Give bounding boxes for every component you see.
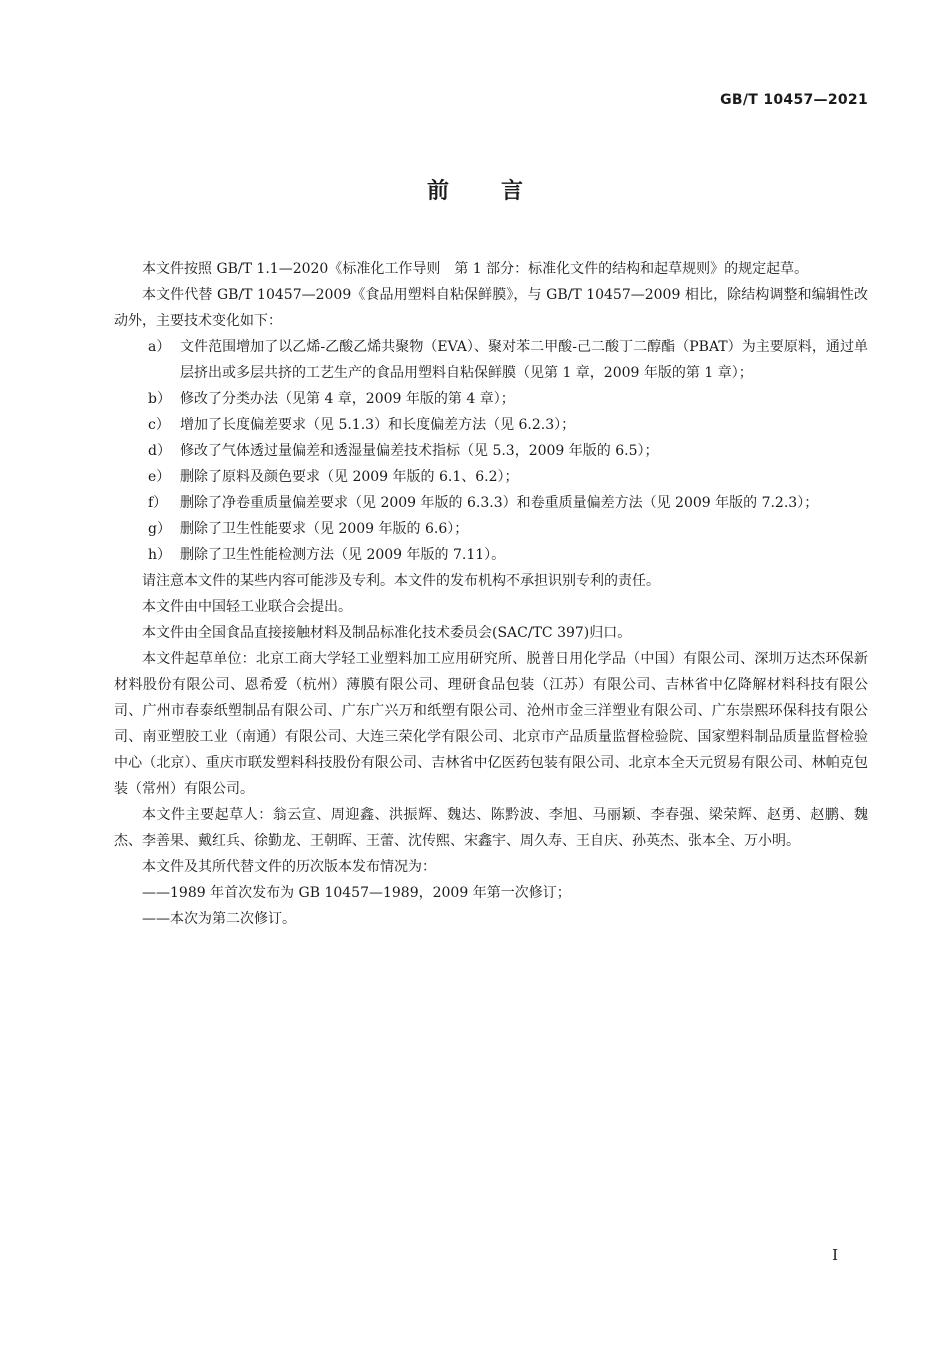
list-item-text: 删除了净卷重质量偏差要求（见 2009 年版的 6.3.3）和卷重质量偏差方法（见 2009 年版的 7.2.3）； [180,495,819,511]
proposed-by: 本文件由中国轻工业联合会提出。 [142,599,352,615]
list-item [114,412,868,438]
list-item-label: g） [148,521,171,537]
history-intro: 本文件及其所代替文件的历次版本发布情况为： [142,859,436,875]
list-item-label: f） [148,495,168,511]
standard-number: GB/T 10457—2021 [720,92,868,108]
main-drafters: 本文件主要起草人：翁云宣、周迎鑫、洪振辉、魏达、陈黔波、李旭、马丽颖、李春强、梁荣辉、赵勇、赵鹏、魏杰、李善果、戴红兵、徐勤龙、王朝晖、王蕾、沈传熙、宋鑫宇、周久寿、王自庆、孙英杰、张本全、万小明。 [114,807,868,849]
list-item-text: 增加了长度偏差要求（见 5.1.3）和长度偏差方法（见 6.2.3）； [180,417,576,433]
page-number: I [832,1246,838,1264]
drafting-rules-paragraph: 本文件按照 GB/T 1.1—2020《标准化工作导则 第 1 部分：标准化文件的结构和起草规则》的规定起草。 [142,261,809,277]
list-item-label: e） [148,469,171,485]
list-item [114,464,868,490]
list-item-text: 文件范围增加了以乙烯-乙酸乙烯共聚物（EVA）、聚对苯二甲酸-己二酸丁二醇酯（PBAT）为主要原料，通过单层挤出或多层共挤的工艺生产的食品用塑料自粘保鲜膜（见第 1 章，2009 年版的第 1 章）； [180,339,868,381]
list-item-text: 修改了分类办法（见第 4 章，2009 年版的第 4 章）； [180,391,515,407]
list-item-text: 删除了原料及颜色要求（见 2009 年版的 6.1、6.2）； [180,469,519,485]
list-item-label: c） [148,417,170,433]
history-item: ——本次为第二次修订。 [142,911,296,927]
list-item [114,516,868,542]
list-item-label: b） [148,391,171,407]
changes-list [114,334,868,568]
list-item-label: a） [148,339,171,355]
list-item-text: 删除了卫生性能检测方法（见 2009 年版的 7.11）。 [180,547,506,563]
list-item [114,542,868,568]
list-item [114,438,868,464]
page-title: 前言 [426,179,575,204]
list-item-label: d） [148,443,171,459]
list-item-label: h） [148,547,172,563]
foreword-body [114,256,868,932]
list-item [114,386,868,412]
list-item-text: 删除了卫生性能要求（见 2009 年版的 6.6）； [180,521,469,537]
patent-notice: 请注意本文件的某些内容可能涉及专利。本文件的发布机构不承担识别专利的责任。 [142,573,660,589]
list-item-text: 修改了气体透过量偏差和透湿量偏差技术指标（见 5.3，2009 年版的 6.5）； [180,443,659,459]
replacement-paragraph: 本文件代替 GB/T 10457—2009《食品用塑料自粘保鲜膜》，与 GB/T 10457—2009 相比，除结构调整和编辑性改动外，主要技术变化如下： [114,287,868,329]
list-item [114,334,868,386]
history-item: ——1989 年首次发布为 GB 10457—1989，2009 年第一次修订； [142,885,571,901]
list-item [114,490,868,516]
centralized-by: 本文件由全国食品直接接触材料及制品标准化技术委员会(SAC/TC 397)归口。 [142,625,632,641]
drafting-units: 本文件起草单位：北京工商大学轻工业塑料加工应用研究所、脱普日用化学品（中国）有限公司、深圳万达杰环保新材料股份有限公司、恩希爱（杭州）薄膜有限公司、理研食品包装（江苏）有限公司、吉林省中亿降解材料科技有限公司、广州市春泰纸塑制品有限公司、广东广兴万和纸塑有限公司、沧州市金三洋塑业有限公司、广东崇熙环保科技有限公司、南亚塑胶工业（南通）有限公司、大连三荣化学有限公司、北京市产品质量监督检验院、国家塑料制品质量监督检验中心（北京）、重庆市联发塑料科技股份有限公司、吉林省中亿医药包装有限公司、北京本全天元贸易有限公司、林帕克包装（常州）有限公司。 [114,651,868,797]
